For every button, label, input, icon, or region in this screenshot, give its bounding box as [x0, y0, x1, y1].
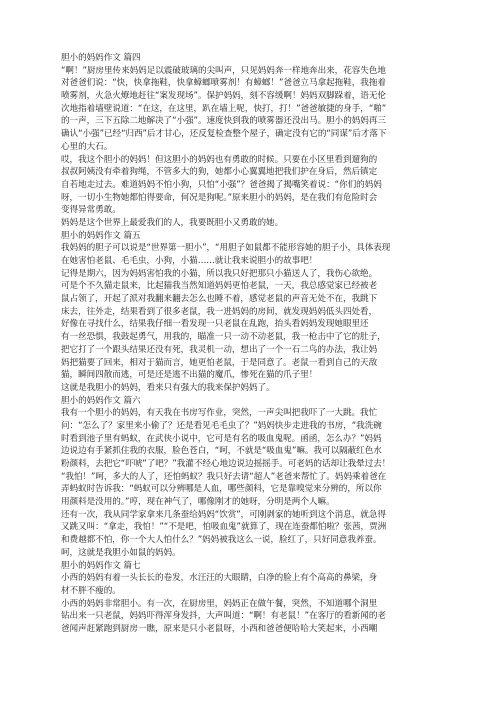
- text-line: 记得是期六，因为妈妈害怕我的小猫，所以我只好把那只小猫送人了，我伤心欲绝。: [61, 268, 378, 279]
- text-line: 妈妈是这个世界上最爱我们的人，我要既胆小又勇敢的她。: [61, 217, 284, 228]
- text-line: 材不胖不瘦的。: [61, 585, 121, 596]
- text-line: 胆小的妈妈作文 篇五: [61, 230, 141, 241]
- text-line: 叔叔阿姨没有牵着狗绳，不管多大的狗，她都小心翼翼地把我们护在身后，然后镇定: [61, 167, 378, 178]
- text-line: 这就是我胆小的妈妈，看来只有强大的我来保护妈妈了。: [61, 382, 275, 393]
- document-page: [61, 52, 441, 636]
- text-line: “啊！”厨房里传来妈妈足以震破玻璃的尖叫声，只见妈妈奔一样地奔出来，花容失色地: [61, 65, 386, 76]
- text-line: “我怕！”呵，多大的人了，还怕蚂蚁？我只好去请“超人”老爸来帮忙了。妈妈乘着爸在: [61, 471, 387, 482]
- text-line: 喷雾剂，火急火燎地赶往“案发现场”。保护妈妈，刻不容缓啊！妈妈双脚跺着，语无伦: [61, 91, 386, 102]
- text-line: 对爸爸们说：“快，快拿拖鞋，快拿蟑螂喷雾剂！有蟑螂！”爸爸立马拿起拖鞋，我拖着: [61, 78, 386, 89]
- text-line: 钻出来一只老鼠，妈妈吓得浑身发抖，大声叫道：“啊！有老鼠！”在客厅的看新闻的老: [61, 611, 386, 622]
- text-line: 有一丝恐惧，我鼓起勇气，用我的，瞄准一只一动不动老鼠，我一枪击中了它的肚子，: [61, 332, 386, 343]
- text-line: 边说边有手紧抓住我的衣服，脸色苍白，“呵，不就是“吸血鬼”嘛。我可以隔蔽红色水: [61, 446, 382, 457]
- text-line: 好像在寻找什么，结果我仔细一看发现一只老鼠在乱跑，抬头看妈妈发现她眼里还: [61, 319, 369, 330]
- text-line: 弄蚂蚁时告诉我：“蚂蚁可以分辨哪是人血，哪些颜料，它是靠嗅觉来分辨的，所以你: [61, 484, 382, 495]
- text-line: 小西的妈妈非常胆小。有一次，在厨房里，妈妈正在做午餐，突然，不知道哪个洞里: [61, 598, 378, 609]
- text-line: 粉颜料，去把它“吓唬”了吧？”我灌不经心地边说边摇摇手。可老妈的话却让我晕过去！: [61, 459, 391, 469]
- text-line: 呀，一切小生物她都怕得要命，何况是狗呢。”原来胆小的妈妈，是在我们有危险时会: [61, 192, 378, 203]
- text-line: 床去，往外走，结果看到了很多老鼠，我一进妈妈的房间，就发现妈妈低头四处看，: [61, 306, 378, 317]
- text-line: 可是个不久猫走鼠来，比起猫我当然知道妈妈更怕老鼠，一天，我总感觉家已经被老: [61, 281, 378, 292]
- text-line: 哎，我这个胆小的妈妈！但这胆小的妈妈也有勇敢的时候。只要在小区里看到遛狗的: [61, 154, 378, 165]
- text-line: 心里的大石。: [61, 141, 113, 152]
- text-line: 胆小的妈妈作文 篇四: [61, 53, 141, 63]
- text-line: 呵，这就是我胆小如鼠的妈妈。: [61, 547, 181, 558]
- text-line: 自若地走过去。难道妈妈不怕小狗，只怕“小强”？爸爸揭了揭嘴笑着说：“你们的妈妈: [61, 179, 382, 190]
- text-line: 变得异常勇敢。: [61, 205, 121, 216]
- text-line: 用颜料是没用的。”哼，现在神气了，哪像刚才的她呀，分明是两个人嘛。: [61, 497, 335, 508]
- text-line: 还有一次，我从同学家拿来几条蚕给妈妈“饮赏”，可刚剥家的她听到这个消息，就急得: [61, 509, 386, 520]
- text-line: 又跳又叫：“拿走，我怕！”“不是吧，怕吸血鬼”就算了，现在连蚕都怕啦？张茜，贾洲: [61, 522, 387, 533]
- text-line: 胆小的妈妈作文 篇六: [61, 395, 141, 406]
- text-line: 把它打了一个跟头结果还没有死，我灵机一动，想出了一个一石二鸟的办法，我让妈: [61, 344, 378, 355]
- text-line: 次地指着墙壁说道：“在这，在这里，趴在墙上呢，快打，打！”爸爸敏捷的身手，“啪”: [61, 103, 387, 114]
- text-line: 在她害怕老鼠、毛毛虫，小狗，小猫……就让我来说胆小的故事吧！: [61, 256, 318, 266]
- text-line: 猫，瞬间四散而逃，可是还是逃不出猫的魔爪，惨死在猫的爪子里！: [61, 370, 318, 381]
- text-line: 我妈妈的胆子可以说是“世界第一胆小”，“用胆子如鼠都不能形容她的胆子小，具体表现: [61, 243, 391, 254]
- text-line: 爸闻声赶紧跑到厨房一瞧，原来是只小老鼠呀，小西和爸爸便哈哈大笑起来，小西嘲: [61, 623, 378, 634]
- text-line: 我有一个胆小的妈妈，有天我在书房写作业，突然，一声尖叫把我吓了一大跳。我忙: [61, 408, 378, 419]
- text-line: 妈把猫要了回来，相对于猫而言，她更怕老鼠，于是同意了。老鼠一看到自己的天敌: [61, 357, 378, 368]
- text-line: 的一声，三下五除二地解决了“小强”。速度快到我的喷雾器还没出马。胆小的妈妈再三: [61, 116, 386, 127]
- text-line: 和费越都不怕，你一个大人怕什么？”妈妈被我这么一说，脸红了，只好同意我养蚕。: [61, 535, 382, 546]
- text-line: 胆小的妈妈作文 篇七: [61, 560, 141, 571]
- text-line: 时看到池子里有蚂蚁，在武侠小说中，它可是有名的吸血鬼呢。函函，怎么办？”妈妈: [61, 433, 382, 444]
- text-line: 问：“怎么了？家里来小偷了？还是看见毛毛虫了？”妈妈快步走进我的书房，“我洗碗: [61, 420, 382, 431]
- text-line: 小西的妈妈有着一头长长的卷发，水汪汪的大眼睛，白净的脸上有个高高的鼻梁，身: [61, 573, 378, 584]
- text-line: 鼠占领了，开起了派对我翻来翻去怎么也睡不着，感觉老鼠的声音无处不在，我跳下: [61, 294, 378, 305]
- text-line: 确认“小强”已经“归西”后才甘心，还反复检查整个屋子，确定没有它的“同谋”后才落下: [61, 129, 387, 140]
